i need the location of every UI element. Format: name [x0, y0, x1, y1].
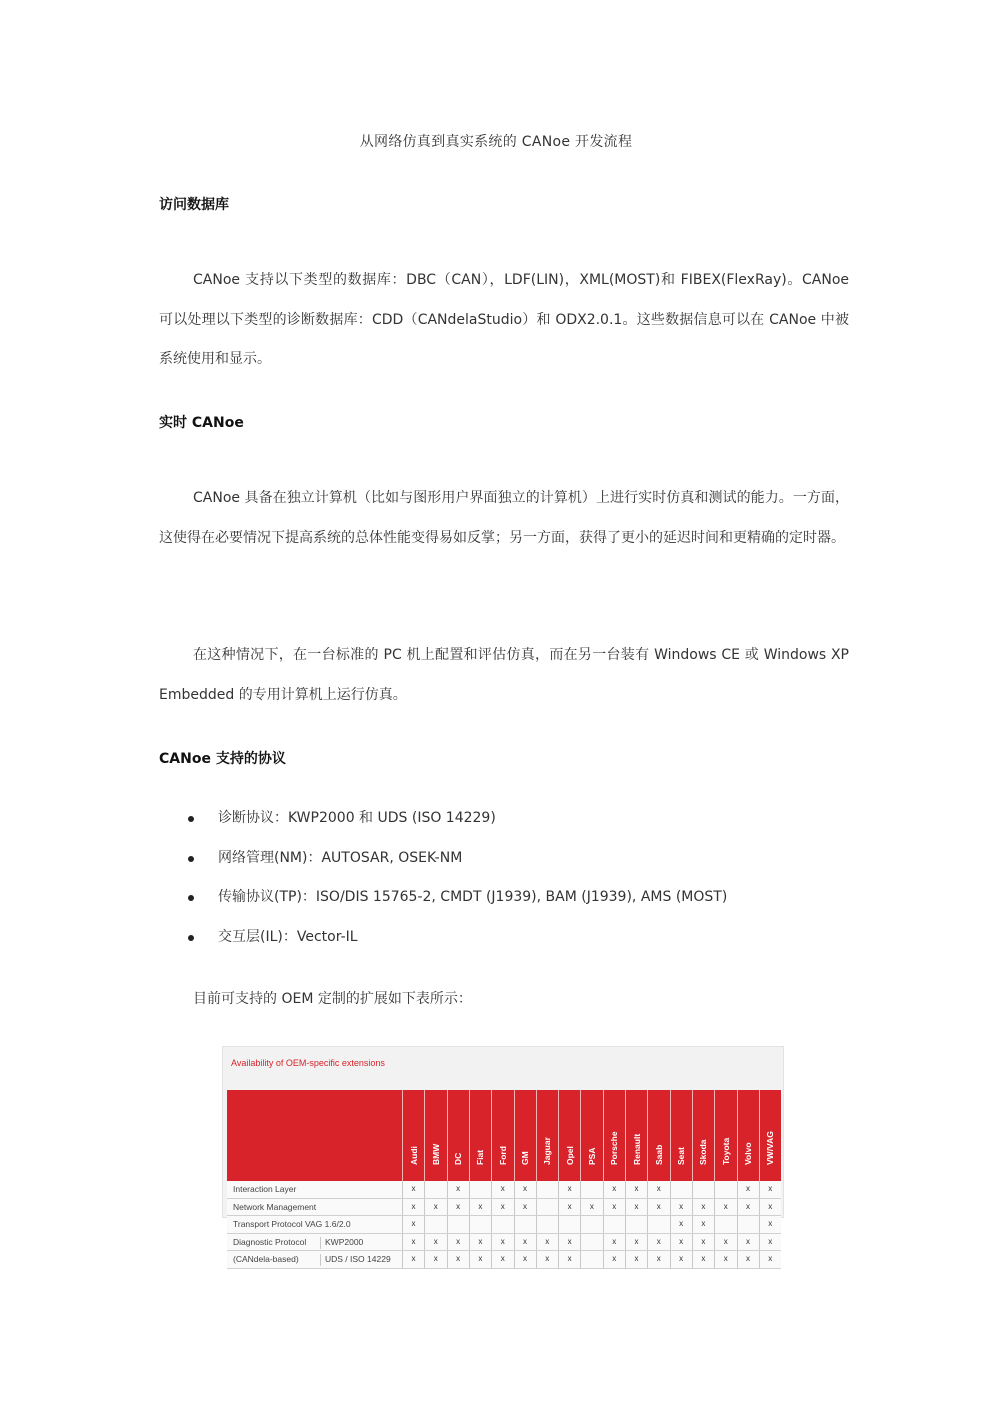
table-cell: x [737, 1251, 759, 1268]
oem-name: Seat [676, 1147, 687, 1165]
table-cell: x [692, 1216, 714, 1233]
table-cell: x [514, 1234, 536, 1251]
oem-column-header [447, 1090, 469, 1181]
table-title: Availability of OEM-specific extensions [231, 1058, 385, 1068]
oem-column-header [558, 1090, 580, 1181]
table-cell [580, 1181, 602, 1198]
table-cell [536, 1199, 558, 1216]
table-cell: x [580, 1199, 602, 1216]
table-cell: x [402, 1234, 424, 1251]
table-cell: x [625, 1181, 647, 1198]
oem-name: Audi [408, 1146, 419, 1165]
oem-intro-text: 目前可支持的 OEM 定制的扩展如下表所示： [193, 991, 472, 1007]
bullet-icon [188, 856, 194, 862]
table-cell: x [625, 1199, 647, 1216]
section-heading-realtime: 实时 CANoe [159, 415, 244, 431]
table-cell: x [692, 1234, 714, 1251]
table-cell [670, 1181, 692, 1198]
table-cell: x [424, 1251, 446, 1268]
table-cell: x [737, 1234, 759, 1251]
table-cell: x [491, 1251, 513, 1268]
oem-name: Ford [497, 1146, 508, 1165]
table-cell [536, 1181, 558, 1198]
table-cell [580, 1251, 602, 1268]
table-cell: x [402, 1199, 424, 1216]
bullet-icon [188, 816, 194, 822]
table-cell: x [424, 1234, 446, 1251]
table-cell: x [491, 1181, 513, 1198]
table-cell: x [603, 1234, 625, 1251]
oem-name: Porsche [609, 1131, 620, 1165]
table-cell: x [514, 1199, 536, 1216]
oem-column-header [625, 1090, 647, 1181]
table-cell: x [447, 1234, 469, 1251]
oem-name: VW/VAG [765, 1131, 776, 1165]
oem-name: DC [453, 1152, 464, 1165]
table-row [227, 1234, 781, 1252]
table-cell: x [759, 1199, 781, 1216]
row-label: (CANdela-based) [233, 1254, 299, 1264]
table-cell [558, 1216, 580, 1233]
protocol-list [188, 806, 727, 964]
table-cell: x [447, 1251, 469, 1268]
oem-name: PSA [586, 1147, 597, 1165]
table-cell: x [692, 1199, 714, 1216]
table-body [227, 1181, 781, 1269]
row-sublabel: KWP2000 [320, 1237, 363, 1249]
oem-column-header [714, 1090, 736, 1181]
table-cell: x [469, 1199, 491, 1216]
table-cell [714, 1181, 736, 1198]
oem-name: Fiat [475, 1149, 486, 1165]
section-heading-protocols: CANoe 支持的协议 [159, 751, 286, 767]
list-item: 诊断协议：KWP2000 和 UDS (ISO 14229) [188, 806, 727, 846]
oem-column-header [603, 1090, 625, 1181]
table-cell: x [647, 1234, 669, 1251]
table-cell: x [647, 1251, 669, 1268]
table-cell: x [625, 1251, 647, 1268]
oem-name: Skoda [698, 1139, 709, 1165]
table-cell: x [603, 1251, 625, 1268]
table-cell: x [603, 1199, 625, 1216]
table-cell [424, 1216, 446, 1233]
oem-column-header [670, 1090, 692, 1181]
table-cell: x [603, 1181, 625, 1198]
table-cell [424, 1181, 446, 1198]
table-cell: x [625, 1234, 647, 1251]
table-cell: x [447, 1199, 469, 1216]
table-cell: x [670, 1251, 692, 1268]
table-cell: x [759, 1234, 781, 1251]
table-cell [647, 1216, 669, 1233]
oem-column-header [759, 1090, 781, 1181]
table-cell: x [647, 1199, 669, 1216]
table-cell: x [424, 1199, 446, 1216]
list-item: 交互层(IL)：Vector-IL [188, 925, 727, 965]
oem-name: BMW [430, 1143, 441, 1165]
oem-extensions-table [222, 1046, 784, 1264]
table-cell: x [402, 1251, 424, 1268]
oem-name: Renault [631, 1133, 642, 1165]
oem-name: Saab [653, 1144, 664, 1165]
table-cell: x [714, 1234, 736, 1251]
oem-column-header [580, 1090, 602, 1181]
row-sublabel: UDS / ISO 14229 [320, 1254, 391, 1266]
section-heading-database: 访问数据库 [159, 197, 229, 213]
table-cell: x [491, 1234, 513, 1251]
oem-column-header [514, 1090, 536, 1181]
oem-column-header [737, 1090, 759, 1181]
oem-column-header [469, 1090, 491, 1181]
table-cell [580, 1216, 602, 1233]
realtime-paragraph-1: CANoe 具备在独立计算机（比如与图形用户界面独立的计算机）上进行实时仿真和测试的能力。一方面，这使得在必要情况下提高系统的总体性能变得易如反掌；另一方面，获得了更小的延迟时间和更精确的定时器。 [159, 490, 849, 546]
oem-name: GM [520, 1151, 530, 1165]
table-cell: x [670, 1216, 692, 1233]
table-cell [603, 1216, 625, 1233]
table-cell: x [536, 1251, 558, 1268]
table-cell [514, 1216, 536, 1233]
table-cell [491, 1216, 513, 1233]
row-label: Interaction Layer [233, 1184, 297, 1194]
row-label: Diagnostic Protocol [233, 1236, 307, 1247]
table-cell: x [402, 1181, 424, 1198]
table-cell: x [714, 1251, 736, 1268]
table-cell: x [692, 1251, 714, 1268]
table-cell: x [491, 1199, 513, 1216]
table-cell: x [514, 1251, 536, 1268]
table-cell: x [514, 1181, 536, 1198]
table-cell [714, 1216, 736, 1233]
oem-column-header [402, 1090, 424, 1181]
table-cell: x [759, 1181, 781, 1198]
oem-column-header [536, 1090, 558, 1181]
table-cell: x [469, 1234, 491, 1251]
table-row [227, 1251, 781, 1269]
table-cell: x [714, 1199, 736, 1216]
realtime-paragraph-2: 在这种情况下，在一台标准的 PC 机上配置和评估仿真，而在另一台装有 Windows CE 或 Windows XP Embedded 的专用计算机上运行仿真。 [159, 647, 849, 703]
table-cell: x [536, 1234, 558, 1251]
list-item: 网络管理(NM)：AUTOSAR, OSEK-NM [188, 846, 727, 886]
table-cell [447, 1216, 469, 1233]
oem-name: Toyota [720, 1137, 731, 1165]
table-cell: x [670, 1234, 692, 1251]
row-label: Network Management [233, 1201, 317, 1212]
table-header [227, 1090, 781, 1181]
oem-column-header [424, 1090, 446, 1181]
table-cell: x [647, 1181, 669, 1198]
table-cell: x [737, 1181, 759, 1198]
table-cell [737, 1216, 759, 1233]
database-paragraph: CANoe 支持以下类型的数据库：DBC（CAN），LDF(LIN)，XML(MOST)和 FIBEX(FlexRay)。CANoe 可以处理以下类型的诊断数据库：CDD（CANdelaStudio）和 ODX2.0.1。这些数据信息可以在 CANoe 中被系统使用和显示。 [159, 272, 849, 367]
table-cell: x [447, 1181, 469, 1198]
oem-column-header [692, 1090, 714, 1181]
table-cell: x [402, 1216, 424, 1233]
table-row [227, 1199, 781, 1217]
table-cell: x [558, 1251, 580, 1268]
table-row [227, 1181, 781, 1199]
table-row [227, 1216, 781, 1234]
table-cell [625, 1216, 647, 1233]
page-title: 从网络仿真到真实系统的 CANoe 开发流程 [359, 134, 633, 150]
row-label: Transport Protocol VAG 1.6/2.0 [233, 1219, 351, 1229]
table-cell: x [670, 1199, 692, 1216]
table-cell: x [558, 1181, 580, 1198]
table-cell: x [759, 1216, 781, 1233]
list-item: 传输协议(TP)：ISO/DIS 15765-2, CMDT (J1939), BAM (J1939), AMS (MOST) [188, 885, 727, 925]
table-cell [692, 1181, 714, 1198]
table-cell [469, 1181, 491, 1198]
oem-column-header [647, 1090, 669, 1181]
oem-column-header [491, 1090, 513, 1181]
oem-name: Opel [564, 1146, 575, 1165]
oem-name: Volvo [743, 1142, 753, 1165]
oem-name: Jaguar [542, 1137, 553, 1165]
table-cell: x [737, 1199, 759, 1216]
table-cell: x [469, 1251, 491, 1268]
table-cell: x [759, 1251, 781, 1268]
table-cell [536, 1216, 558, 1233]
table-cell [469, 1216, 491, 1233]
table-cell [580, 1234, 602, 1251]
bullet-icon [188, 935, 194, 941]
table-cell: x [558, 1234, 580, 1251]
table-cell: x [558, 1199, 580, 1216]
bullet-icon [188, 895, 194, 901]
